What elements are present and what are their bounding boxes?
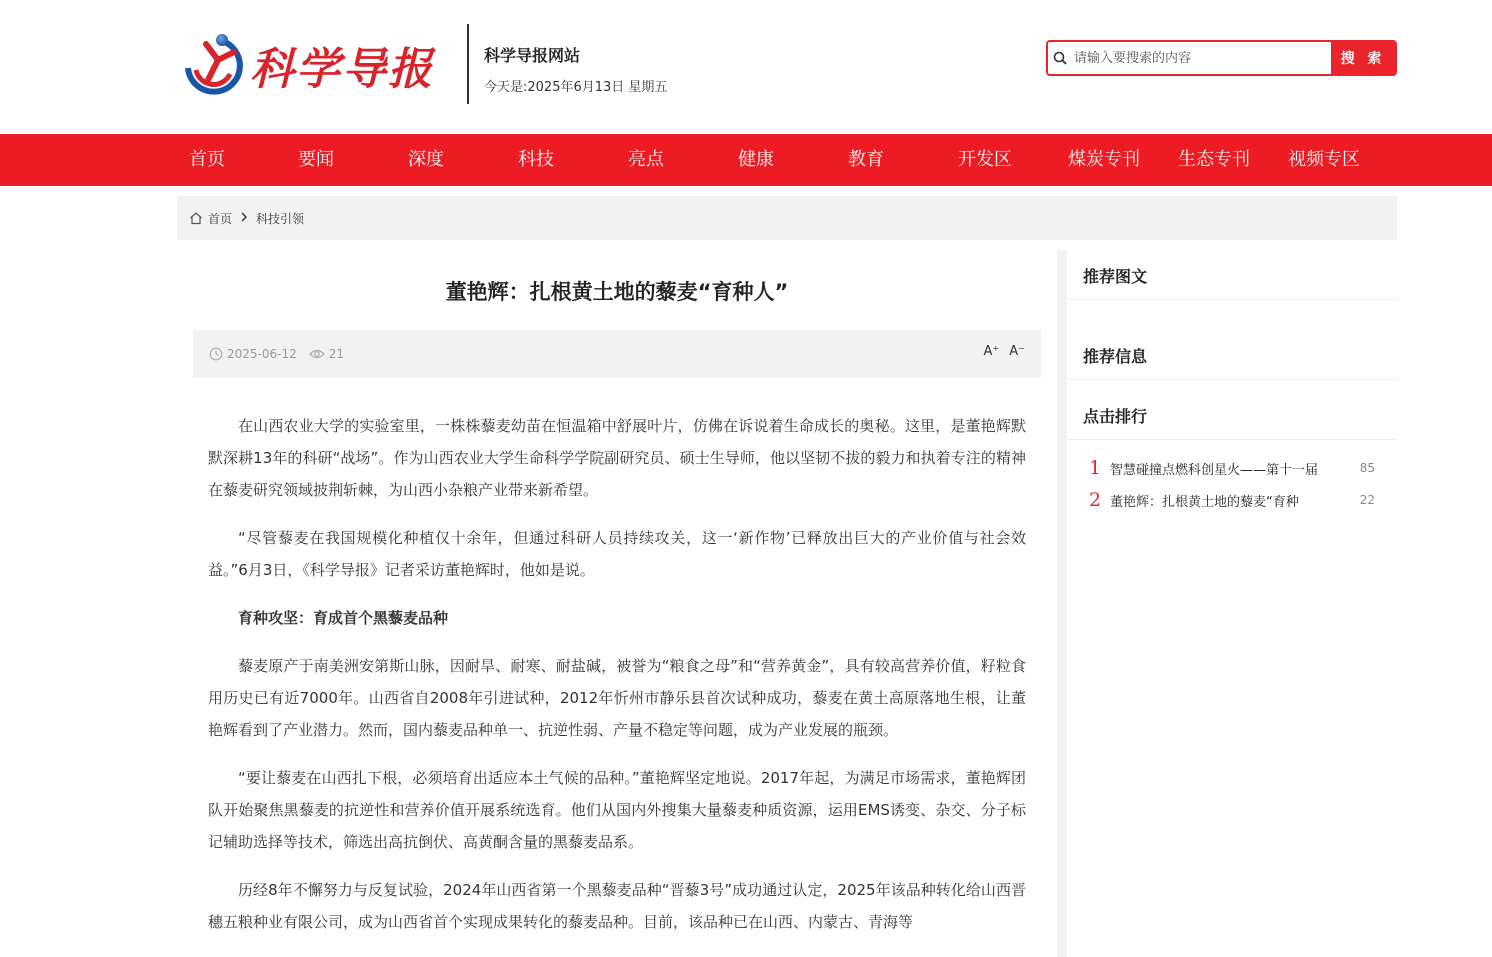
nav-item-education[interactable]: 教育 bbox=[848, 149, 884, 170]
clock-icon bbox=[209, 347, 227, 361]
article-paragraph: “要让藜麦在山西扎下根，必须培育出适应本土气候的品种。”董艳辉坚定地说。2017年起，为满足市场需求，董艳辉团队开始聚焦黑藜麦的抗逆性和营养价值开展系统选育。他们从国内外搜集大量藜麦种质资源，运用EMS诱变、杂交、分子标记辅助选择等技术，筛选出高抗倒伏、高黄酮含量的黑藜麦品系。 bbox=[208, 769, 1026, 851]
sidebar-title: 推荐信息 bbox=[1083, 347, 1148, 366]
chevron-right-icon bbox=[240, 211, 248, 225]
view-count bbox=[309, 347, 344, 361]
view-count-text: 21 bbox=[328, 347, 345, 361]
column-divider bbox=[1057, 250, 1067, 957]
article-paragraph: 藜麦原产于南美洲安第斯山脉，因耐旱、耐寒、耐盐碱，被誉为“粮食之母”和“营养黄金”，具有较高营养价值，籽粒食用历史已有近7000年。山西省自2008年引进试种，2012年忻州市静乐县首次试种成功，藜麦在黄土高原落地生根，让董艳辉看到了产业潜力。然而，国内藜麦品种单一、抗逆性弱、产量不稳定等问题，成为产业发展的瓶颈。 bbox=[208, 657, 1026, 739]
article-body bbox=[208, 410, 1026, 954]
article-subheading: 育种攻坚：育成首个黑藜麦品种 bbox=[238, 609, 449, 627]
nav-item-tech[interactable]: 科技 bbox=[518, 149, 554, 170]
nav-item-ecology[interactable]: 生态专刊 bbox=[1178, 149, 1250, 170]
list-item[interactable] bbox=[1067, 484, 1397, 516]
site-header bbox=[0, 0, 1492, 134]
breadcrumb-current[interactable]: 科技引领 bbox=[256, 211, 305, 226]
site-logo[interactable] bbox=[178, 28, 458, 102]
article-paragraph: “尽管藜麦在我国规模化种植仅十余年，但通过科研人员持续攻关，这一‘新作物’已释放出巨大的产业价值与社会效益。”6月3日，《科学导报》记者采访董艳辉时，他如是说。 bbox=[208, 529, 1026, 579]
list-item[interactable] bbox=[1067, 452, 1397, 484]
sidebar-recommended-info bbox=[1067, 330, 1397, 380]
rank-count: 85 bbox=[1359, 461, 1375, 475]
publish-date bbox=[209, 347, 297, 361]
nav-item-dev-zone[interactable]: 开发区 bbox=[958, 149, 1012, 170]
article-paragraph: 在山西农业大学的实验室里，一株株藜麦幼苗在恒温箱中舒展叶片，仿佛在诉说着生命成长的奥秘。这里，是董艳辉默默深耕13年的科研“战场”。作为山西农业大学生命科学学院副研究员、硕士生导师，他以坚韧不拔的毅力和执着专注的精神在藜麦研究领域披荆斩棘，为山西小杂粮产业带来新希望。 bbox=[208, 417, 1026, 499]
nav-item-home[interactable]: 首页 bbox=[189, 149, 225, 170]
article-paragraph: 历经8年不懈努力与反复试验，2024年山西省第一个黑藜麦品种“晋藜3号”成功通过认定，2025年该品种转化给山西晋穗五粮种业有限公司，成为山西省首个实现成果转化的藜麦品种。目前，该品种已在山西、内蒙古、青海等 bbox=[208, 881, 1026, 931]
site-name: 科学导报网站 bbox=[484, 46, 581, 65]
breadcrumb bbox=[177, 196, 1397, 240]
search-box bbox=[1046, 40, 1397, 76]
sidebar-click-rank bbox=[1067, 390, 1397, 440]
search-icon bbox=[1048, 42, 1072, 74]
article-title: 董艳辉：扎根黄土地的藜麦“育种人” bbox=[445, 280, 789, 304]
search-input[interactable] bbox=[1072, 42, 1331, 74]
home-icon[interactable] bbox=[189, 211, 203, 225]
sidebar-recommended-pics bbox=[1067, 250, 1397, 300]
nav-item-video[interactable]: 视频专区 bbox=[1288, 149, 1360, 170]
font-decrease-button[interactable]: A⁻ bbox=[1009, 344, 1025, 359]
nav-item-news[interactable]: 要闻 bbox=[298, 149, 334, 170]
logo-text: 科学导报 bbox=[250, 44, 434, 95]
eye-icon bbox=[309, 347, 329, 361]
publish-date-text: 2025-06-12 bbox=[227, 347, 297, 361]
nav-item-highlights[interactable]: 亮点 bbox=[628, 149, 664, 170]
font-size-controls bbox=[983, 344, 1025, 359]
header-divider bbox=[467, 24, 469, 104]
breadcrumb-home[interactable]: 首页 bbox=[208, 211, 233, 226]
rank-number: 1 bbox=[1088, 457, 1102, 479]
font-increase-button[interactable]: A⁺ bbox=[983, 344, 1000, 359]
nav-item-health[interactable]: 健康 bbox=[738, 149, 774, 170]
current-date: 今天是:2025年6月13日 星期五 bbox=[484, 80, 668, 95]
article-meta-bar bbox=[193, 330, 1041, 378]
rank-count: 22 bbox=[1359, 493, 1375, 507]
logo-emblem-icon bbox=[178, 30, 248, 100]
nav-item-coal[interactable]: 煤炭专刊 bbox=[1068, 149, 1140, 170]
sidebar-title: 推荐图文 bbox=[1083, 267, 1148, 286]
rank-title[interactable]: 董艳辉：扎根黄土地的藜麦“育种 bbox=[1110, 494, 1299, 510]
search-button[interactable]: 搜 索 bbox=[1331, 42, 1395, 74]
nav-item-depth[interactable]: 深度 bbox=[408, 149, 444, 170]
sidebar-title: 点击排行 bbox=[1083, 407, 1148, 426]
rank-number: 2 bbox=[1088, 489, 1102, 511]
rank-list bbox=[1067, 452, 1397, 516]
rank-title[interactable]: 智慧碰撞点燃科创星火——第十一届 bbox=[1110, 462, 1319, 478]
main-nav bbox=[0, 134, 1492, 186]
